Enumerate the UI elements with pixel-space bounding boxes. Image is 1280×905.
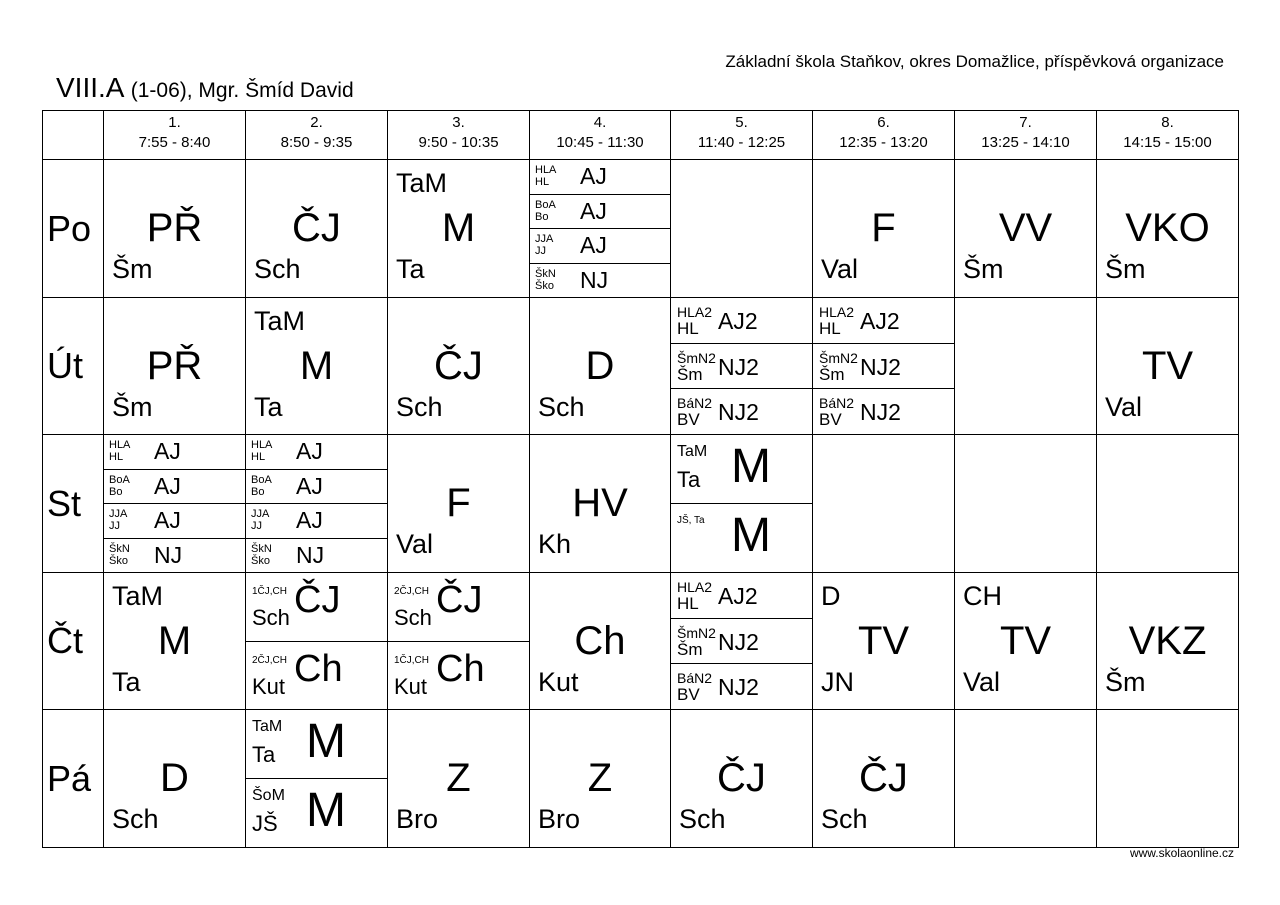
empty-slot: [670, 159, 813, 298]
lesson-teacher: Sch: [112, 804, 159, 834]
lesson-subject: AJ: [296, 473, 323, 499]
group-lesson: [387, 572, 530, 642]
group-lesson: [387, 641, 530, 710]
timetable-grid: [42, 110, 1238, 847]
lesson-cell: [387, 159, 530, 298]
lesson-group: TaM: [252, 718, 283, 735]
group-lesson: [103, 503, 246, 539]
lesson-cell: [812, 709, 955, 848]
lesson-teacher: Šm: [1105, 667, 1146, 697]
lesson-subject: AJ: [154, 507, 181, 533]
lesson-subject: NJ: [154, 542, 183, 568]
lesson-group: HLA2: [819, 304, 855, 320]
lesson-teacher: HL: [535, 176, 550, 188]
lesson-subject: VKO: [1125, 206, 1210, 250]
lesson-group: CH: [963, 581, 1002, 611]
lesson-teacher: Sch: [821, 804, 868, 834]
lesson-subject: VKZ: [1128, 619, 1207, 663]
period-header: [954, 110, 1097, 160]
lesson-subject: D: [585, 344, 615, 388]
lesson-group: D: [821, 581, 841, 611]
lesson-subject: M: [306, 784, 346, 837]
group-lesson: [670, 343, 813, 389]
period-number: 6.: [877, 114, 890, 131]
period-number: 7.: [1019, 114, 1032, 131]
lesson-subject: M: [731, 440, 771, 493]
lesson-cell: [103, 572, 246, 710]
group-lesson: [670, 434, 813, 504]
lesson-group: BáN2: [677, 670, 713, 686]
lesson-teacher: Ško: [251, 555, 270, 567]
school-name: Základní škola Staňkov, okres Domažlice, příspěvková organizace: [725, 52, 1224, 71]
lesson-teacher: BV: [819, 410, 842, 429]
lesson-subject: ČJ: [434, 344, 483, 388]
lesson-subject: AJ: [296, 438, 323, 464]
lesson-teacher: Ta: [112, 667, 141, 697]
group-lesson: [103, 469, 246, 504]
lesson-subject: AJ2: [718, 308, 758, 334]
lesson-group: HLA: [251, 439, 273, 451]
day-label: St: [42, 434, 104, 573]
group-lesson: [529, 159, 671, 195]
lesson-teacher: Sch: [394, 605, 432, 630]
lesson-subject: AJ: [580, 198, 607, 224]
lesson-group: ŠoM: [252, 787, 285, 804]
lesson-teacher: HL: [819, 319, 841, 338]
lesson-subject: NJ2: [718, 354, 759, 380]
lesson-teacher: HL: [109, 451, 124, 463]
lesson-teacher: Sch: [679, 804, 726, 834]
lesson-teacher: HL: [251, 451, 266, 463]
lesson-group: TaM: [396, 168, 448, 198]
lesson-teacher: Sch: [252, 605, 290, 630]
group-lesson: [529, 228, 671, 264]
lesson-cell: [954, 159, 1097, 298]
lesson-subject: AJ2: [718, 583, 758, 609]
lesson-teacher: Ta: [252, 742, 276, 767]
lesson-group: BoA: [535, 199, 556, 211]
day-label: Út: [42, 297, 104, 435]
lesson-subject: AJ: [154, 473, 181, 499]
lesson-subject: AJ: [580, 163, 607, 189]
group-lesson: [245, 641, 388, 710]
lesson-cell: [1096, 297, 1239, 435]
header-corner: [42, 110, 104, 160]
lesson-subject: AJ: [580, 232, 607, 258]
lesson-subject: TV: [857, 619, 910, 663]
empty-slot: [954, 709, 1097, 848]
lesson-cell: [529, 572, 671, 710]
lesson-cell: [245, 297, 388, 435]
lesson-cell: [1096, 159, 1239, 298]
lesson-subject: Ch: [294, 648, 343, 690]
lesson-teacher: Šm: [963, 254, 1004, 284]
group-lesson: [670, 572, 813, 619]
footer-link[interactable]: www.skolaonline.cz: [1129, 846, 1234, 860]
lesson-cell: [387, 709, 530, 848]
lesson-teacher: Ta: [396, 254, 425, 284]
lesson-teacher: Sch: [538, 392, 585, 422]
lesson-teacher: Kut: [394, 674, 428, 699]
lesson-cell: [103, 297, 246, 435]
lesson-teacher: Kut: [538, 667, 579, 697]
lesson-cell: [103, 159, 246, 298]
lesson-subject: D: [160, 756, 189, 800]
day-label: Po: [42, 159, 104, 298]
lesson-subject: AJ: [296, 507, 323, 533]
lesson-teacher: Šm: [819, 365, 845, 384]
lesson-teacher: Bro: [396, 804, 439, 834]
lesson-subject: ČJ: [859, 756, 908, 800]
lesson-subject: ČJ: [294, 579, 341, 621]
lesson-cell: [812, 159, 955, 298]
lesson-subject: NJ2: [860, 354, 901, 380]
lesson-teacher: Bro: [538, 804, 581, 834]
group-lesson: [245, 778, 388, 848]
period-header: [387, 110, 530, 160]
lesson-subject: HV: [572, 481, 628, 525]
lesson-subject: AJ2: [860, 308, 900, 334]
period-time: 9:50 - 10:35: [418, 134, 499, 151]
lesson-subject: Ch: [436, 648, 485, 690]
lesson-cell: [670, 709, 813, 848]
lesson-subject: F: [871, 206, 896, 250]
lesson-group: ŠmN2: [819, 350, 858, 366]
lesson-group: BáN2: [819, 395, 855, 411]
lesson-teacher: Bo: [535, 211, 549, 223]
lesson-group: HLA2: [677, 304, 713, 320]
lesson-teacher: JJ: [251, 520, 262, 532]
empty-slot: [954, 297, 1097, 435]
period-header: [245, 110, 388, 160]
group-lesson: [245, 538, 388, 573]
lesson-cell: [529, 709, 671, 848]
lesson-cell: [387, 434, 530, 573]
lesson-group: ŠmN2: [677, 625, 716, 641]
lesson-group: TaM: [112, 581, 164, 611]
lesson-subject: NJ: [296, 542, 325, 568]
lesson-group: 2ČJ,CH: [394, 586, 430, 597]
lesson-teacher: Šm: [112, 392, 153, 422]
lesson-cell: [529, 297, 671, 435]
period-time: 14:15 - 15:00: [1123, 134, 1212, 151]
lesson-group: BoA: [251, 474, 272, 486]
group-lesson: [245, 469, 388, 504]
lesson-teacher: JN: [821, 667, 854, 697]
group-lesson: [670, 297, 813, 344]
page-title: [56, 72, 354, 104]
lesson-cell: [1096, 572, 1239, 710]
lesson-teacher: Šm: [677, 365, 703, 384]
lesson-subject: VV: [998, 206, 1053, 250]
lesson-subject: Ch: [574, 619, 626, 663]
group-lesson: [812, 297, 955, 344]
empty-slot: [812, 434, 955, 573]
lesson-subject: ČJ: [436, 579, 483, 621]
lesson-subject: M: [299, 344, 334, 388]
lesson-group: HLA: [535, 164, 557, 176]
lesson-subject: M: [731, 509, 771, 562]
lesson-group: HLA: [109, 439, 131, 451]
lesson-group: ŠmN2: [677, 350, 716, 366]
lesson-subject: Z: [446, 756, 471, 800]
period-time: 13:25 - 14:10: [981, 134, 1070, 151]
lesson-teacher: Ško: [109, 555, 128, 567]
lesson-group: BáN2: [677, 395, 713, 411]
group-lesson: [245, 503, 388, 539]
lesson-teacher: Kut: [252, 674, 286, 699]
lesson-group: ŠkN: [109, 543, 130, 555]
period-number: 5.: [735, 114, 748, 131]
lesson-group: 2ČJ,CH: [252, 655, 288, 666]
lesson-teacher: Val: [963, 667, 1001, 697]
lesson-teacher: Bo: [251, 486, 265, 498]
lesson-group: BoA: [109, 474, 130, 486]
group-lesson: [670, 618, 813, 664]
lesson-teacher: Ta: [677, 467, 701, 492]
group-lesson: [670, 388, 813, 435]
lesson-teacher: Ško: [535, 280, 554, 292]
lesson-group: JJA: [109, 508, 128, 520]
lesson-teacher: Šm: [1105, 254, 1146, 284]
group-lesson: [529, 263, 671, 298]
period-header: [670, 110, 813, 160]
lesson-teacher: BV: [677, 685, 700, 704]
lesson-subject: NJ2: [718, 674, 759, 700]
period-time: 11:40 - 12:25: [697, 134, 786, 151]
day-label: Čt: [42, 572, 104, 710]
lesson-group: 1ČJ,CH: [252, 586, 288, 597]
lesson-group: TaM: [254, 306, 306, 336]
group-lesson: [245, 572, 388, 642]
lesson-group: TaM: [677, 443, 708, 460]
period-number: 2.: [310, 114, 323, 131]
period-header: [812, 110, 955, 160]
lesson-teacher: JJ: [109, 520, 120, 532]
lesson-subject: M: [441, 206, 476, 250]
group-lesson: [529, 194, 671, 229]
lesson-subject: ČJ: [717, 756, 766, 800]
lesson-teacher: JJ: [535, 245, 546, 257]
lesson-teacher: JŠ: [252, 811, 278, 836]
period-number: 8.: [1161, 114, 1174, 131]
lesson-subject: M: [306, 715, 346, 768]
lesson-group: JŠ, Ta: [677, 515, 705, 526]
lesson-teacher: Bo: [109, 486, 123, 498]
empty-slot: [1096, 709, 1239, 848]
period-number: 4.: [593, 114, 607, 131]
lesson-teacher: Val: [396, 529, 434, 559]
day-label: Pá: [42, 709, 104, 848]
group-lesson: [670, 663, 813, 710]
lesson-group: JJA: [535, 233, 554, 245]
lesson-group: ŠkN: [251, 543, 272, 555]
lesson-subject: NJ2: [718, 399, 759, 425]
period-time: 8:50 - 9:35: [280, 134, 353, 151]
lesson-subject: F: [446, 481, 471, 525]
group-lesson: [812, 343, 955, 389]
period-time: 12:35 - 13:20: [839, 134, 928, 151]
group-lesson: [245, 434, 388, 470]
lesson-subject: PŘ: [146, 344, 203, 388]
lesson-teacher: Ta: [254, 392, 283, 422]
lesson-cell: [103, 709, 246, 848]
lesson-group: JJA: [251, 508, 270, 520]
period-time: 7:55 - 8:40: [138, 134, 211, 151]
group-lesson: [670, 503, 813, 573]
class-name: VIII.A: [56, 72, 123, 103]
lesson-subject: NJ: [580, 267, 609, 293]
empty-slot: [1096, 434, 1239, 573]
group-lesson: [103, 434, 246, 470]
lesson-subject: Z: [587, 756, 613, 800]
lesson-teacher: Val: [1105, 392, 1143, 422]
lesson-teacher: Sch: [254, 254, 301, 284]
lesson-subject: AJ: [154, 438, 181, 464]
lesson-teacher: Sch: [396, 392, 443, 422]
lesson-subject: ČJ: [292, 206, 341, 250]
lesson-teacher: Val: [821, 254, 859, 284]
lesson-group: ŠkN: [535, 268, 556, 280]
lesson-teacher: Šm: [112, 254, 153, 284]
lesson-cell: [954, 572, 1097, 710]
class-room-teacher: (1-06), Mgr. Šmíd David: [130, 79, 354, 102]
period-number: 3.: [452, 114, 465, 131]
period-header: [103, 110, 246, 160]
period-number: 1.: [168, 114, 181, 131]
group-lesson: [812, 388, 955, 435]
lesson-cell: [812, 572, 955, 710]
lesson-teacher: BV: [677, 410, 700, 429]
group-lesson: [245, 709, 388, 779]
period-header: [529, 110, 671, 160]
lesson-cell: [387, 297, 530, 435]
lesson-group: HLA2: [677, 579, 713, 595]
period-header: [1096, 110, 1239, 160]
lesson-teacher: Kh: [538, 529, 572, 559]
lesson-teacher: HL: [677, 594, 699, 613]
lesson-subject: NJ2: [860, 399, 901, 425]
lesson-subject: M: [157, 619, 192, 663]
lesson-subject: TV: [1141, 344, 1194, 388]
lesson-group: 1ČJ,CH: [394, 655, 430, 666]
empty-slot: [954, 434, 1097, 573]
lesson-teacher: HL: [677, 319, 699, 338]
group-lesson: [103, 538, 246, 573]
lesson-subject: TV: [999, 619, 1052, 663]
lesson-subject: PŘ: [146, 206, 203, 250]
lesson-teacher: Šm: [677, 640, 703, 659]
lesson-cell: [245, 159, 388, 298]
lesson-subject: NJ2: [718, 629, 759, 655]
period-time: 10:45 - 11:30: [556, 134, 644, 151]
lesson-cell: [529, 434, 671, 573]
